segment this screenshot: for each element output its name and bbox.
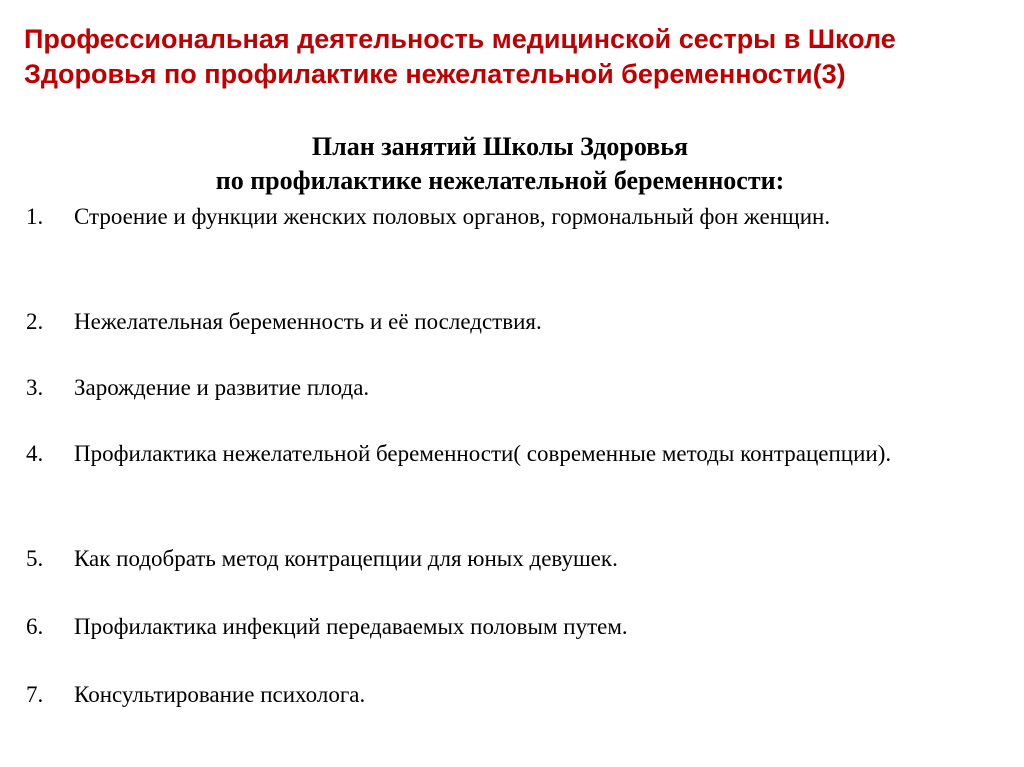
plan-item-text: Нежелательная беременность и её последствия. [74, 309, 542, 334]
plan-item-number: 5. [26, 546, 44, 571]
plan-item-text: Консультирование психолога. [74, 682, 366, 707]
plan-item-text: Профилактика нежелательной беременности( современные методы контрацепции). [74, 441, 892, 466]
plan-item-text: Как подобрать метод контрацепции для юных девушек. [74, 546, 618, 571]
plan-item-text: Зарождение и развитие плода. [74, 375, 370, 400]
plan-item-number: 7. [26, 682, 44, 707]
plan-heading-line2: по профилактике нежелательной беременности: [215, 166, 785, 195]
plan-item-number: 3. [26, 375, 44, 400]
slide-title: Профессиональная деятельность медицинской сестры в Школе Здоровья по профилактике нежелательной беременности(3) [24, 24, 896, 89]
plan-heading [0, 130, 1000, 198]
plan-heading-line1: План занятий Школы Здоровья [311, 132, 689, 161]
plan-item-number: 1. [26, 204, 44, 229]
plan-item-text: Строение и функции женских половых органов, гормональный фон женщин. [74, 204, 831, 229]
plan-item-number: 6. [26, 614, 44, 639]
plan-item-text: Профилактика инфекций передаваемых половым путем. [74, 614, 628, 639]
plan-item-number: 4. [26, 441, 44, 466]
plan-item-number: 2. [26, 309, 44, 334]
